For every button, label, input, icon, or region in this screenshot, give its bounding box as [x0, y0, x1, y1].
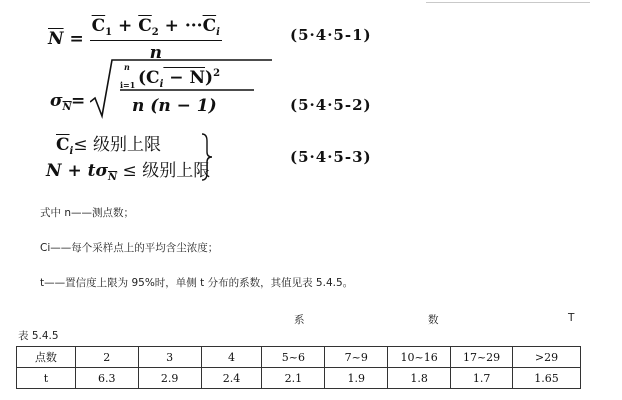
- denominator: n: [149, 43, 162, 63]
- table-cell: 1.65: [513, 368, 581, 389]
- table-cell: 4: [201, 347, 262, 368]
- table-title-char-3: T: [568, 312, 575, 324]
- table-row-header: [17, 347, 581, 368]
- formula-lhs: $\sigma_{\overline{N}}$: [50, 91, 72, 113]
- table-cell: 点数: [17, 347, 76, 368]
- sum-upper: n: [124, 62, 130, 72]
- formula-lhs: $\overline{N}$: [48, 29, 64, 49]
- coefficient-table: [16, 346, 581, 389]
- table-title-char-2: 数: [428, 314, 439, 326]
- table-cell: 2.9: [138, 368, 201, 389]
- table-cell: 1.9: [325, 368, 388, 389]
- formula-mean: [48, 16, 222, 63]
- sum-lower: i=1: [120, 80, 136, 90]
- formula-condition-1: $\overline{C}_i\le$ 级别上限: [56, 135, 161, 157]
- formula-number-2: (5·4·5-2): [290, 96, 372, 114]
- table-cell: 1.8: [388, 368, 451, 389]
- formula-number-3: (5·4·5-3): [290, 148, 372, 166]
- equals-sign: =: [63, 29, 90, 49]
- formula-condition-2: $N + t\sigma_{\overline{N}}$ ≤ 级别上限: [46, 161, 211, 183]
- table-cell: >29: [513, 347, 581, 368]
- table-cell: 5~6: [262, 347, 325, 368]
- paragraph-ci: Ci——每个采样点上的平均含尘浓度；: [40, 242, 219, 254]
- denominator: n (n − 1): [132, 96, 217, 116]
- table-cell: 6.3: [75, 368, 138, 389]
- top-divider: [426, 0, 590, 3]
- table-label: 表 5.4.5: [18, 330, 59, 342]
- table-cell: 7~9: [325, 347, 388, 368]
- right-brace: [200, 132, 214, 182]
- paragraph-t: t——置信度上限为 95%时，单侧 t 分布的系数，其值见表 5.4.5。: [40, 277, 354, 289]
- numerator: $\overline{C}_1 + \overline{C}_2 + \cdot\cdot\cdot\overline{C}_i$: [90, 16, 222, 41]
- table-cell: 2: [75, 347, 138, 368]
- table-cell: 17~29: [451, 347, 513, 368]
- formula-number-1: (5·4·5-1): [290, 26, 372, 44]
- table-cell: 3: [138, 347, 201, 368]
- table-cell: t: [17, 368, 76, 389]
- equals-sign: =: [71, 91, 86, 111]
- table-row-t: [17, 368, 581, 389]
- fraction: [90, 16, 222, 63]
- numerator: $(C_i - N)^2$: [138, 68, 221, 90]
- table-cell: 2.1: [262, 368, 325, 389]
- table-cell: 10~16: [388, 347, 451, 368]
- paragraph-n: 式中 n——测点数；: [40, 207, 134, 219]
- table-title-char-1: 系: [294, 314, 305, 326]
- table-cell: 2.4: [201, 368, 262, 389]
- table-cell: 1.7: [451, 368, 513, 389]
